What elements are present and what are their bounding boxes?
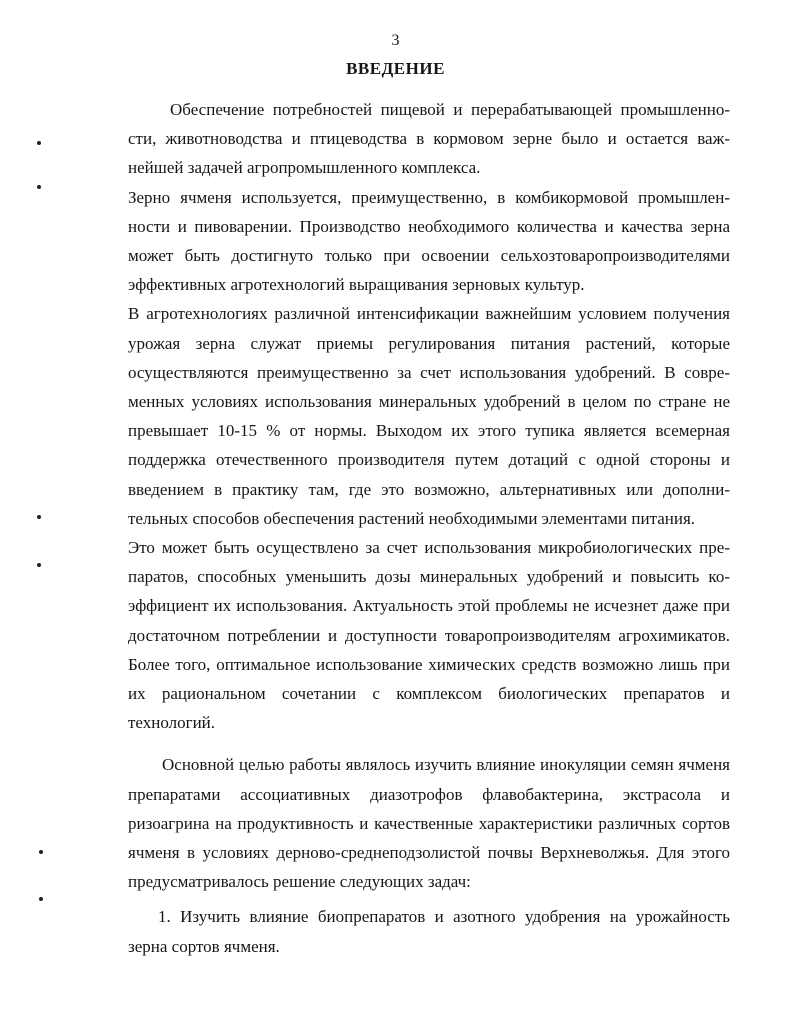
paragraph-5: Основной целью работы являлось изучить влияние инокуляции семян ячменя препаратами ассоциативных диазотрофов флавобактерина, экстрасола и ризоагрина на продуктивность и качественные характеристики различных сортов ячменя в условиях дерново-среднеподзолистой почвы Верхневолжья. Для этого предусматривалось решение следующих задач: <box>128 755 730 892</box>
scan-dot <box>37 185 41 189</box>
scan-dot <box>39 850 43 854</box>
list-item: 1. Изучить влияние биопрепаратов и азотного удобрения на урожайность зерна сортов ячменя. <box>128 907 730 956</box>
scan-dot <box>37 141 41 145</box>
paragraph-3: В агротехнологиях различной интенсификации важнейшим условием получения урожая зерна служат приемы регулирования питания растений, которые осуществляются преимущественно за счет использования удобрений. В современных условиях использования минеральных удобрений в целом по стране не превышает 10-15 % от нормы. Выходом их этого тупика является всемерная поддержка отечественного производителя путем дотаций с одной стороны и введением в практику там, где это возможно, альтернативных или дополнительных способов обеспечения растений необходимыми элементами питания. <box>128 304 730 528</box>
paragraph-1: Обеспечение потребностей пищевой и перерабатывающей промышленности, животноводства и птицеводства в кормовом зерне было и остается важнейшей задачей агропромышленного комплекса. <box>128 100 730 178</box>
page-title: ВВЕДЕНИЕ <box>346 59 445 78</box>
scan-dot <box>37 515 41 519</box>
scan-dot <box>39 897 43 901</box>
paragraph-2: Зерно ячменя используется, преимущественно, в комбикормовой промышленности и пивоварении. Производство необходимого количества и качества зерна может быть достигнуто только при освоении сельхозтоваропроизводителями эффективных агротехнологий выращивания зерновых культур. <box>128 187 730 295</box>
scan-dot <box>37 563 41 567</box>
document-body <box>128 95 730 961</box>
paragraph-4: Это может быть осуществлено за счет использования микробиологических препаратов, способных уменьшить дозы минеральных удобрений и повысить коэффициент их использования. Актуальность этой проблемы не исчезнет даже при достаточном потреблении и доступности товаропроизводителям агрохимикатов. Более того, оптимальное использование химических средств возможно лишь при их рациональном сочетании с комплексом биологических препаратов и технологий. <box>128 538 730 733</box>
page-number: 3 <box>391 32 400 49</box>
